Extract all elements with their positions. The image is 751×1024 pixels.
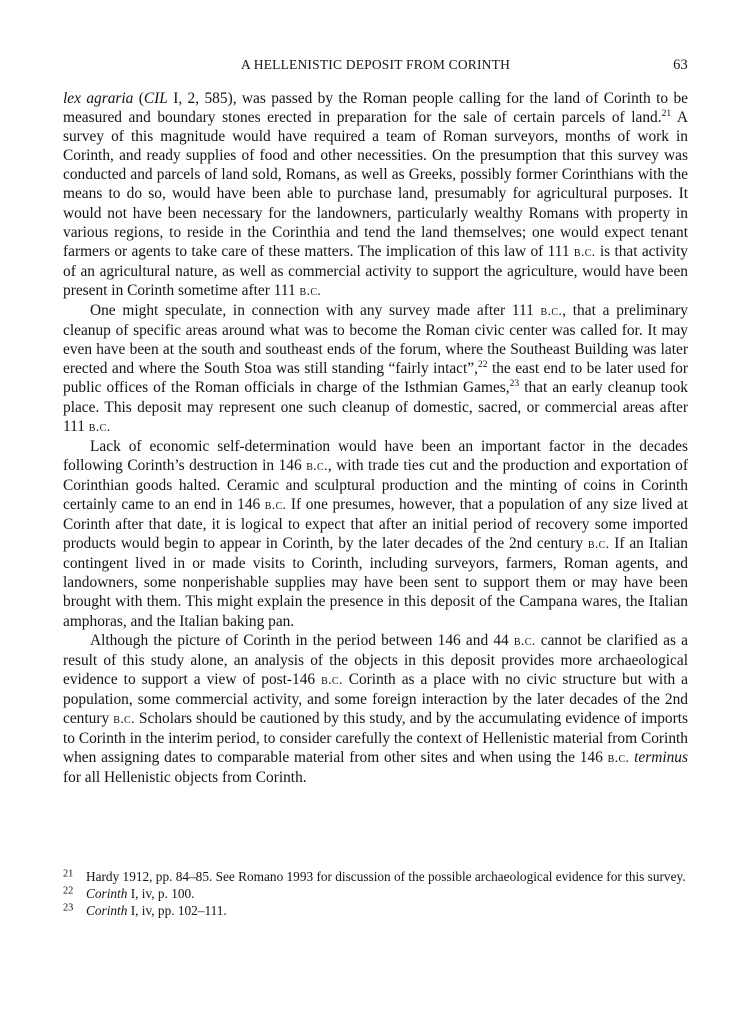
text-run: is that activity of an agricultural nature, as well as commercial activity to support the agriculture, would have been present in Corinth sometime after 111 bbox=[63, 242, 688, 299]
text-run: Although the picture of Corinth in the period between 146 and 44 bbox=[90, 631, 514, 649]
text-run: Corinth as a place with no civic structure but with a population, some commercial activity, and some foreign interaction by the later decades of the 2nd century bbox=[63, 670, 688, 727]
footnote-number-text: 21 bbox=[63, 868, 74, 880]
small-caps-text: b.c. bbox=[587, 536, 610, 553]
footnote-number bbox=[63, 885, 86, 902]
text-run: Hardy 1912, pp. 84–85. See Romano 1993 for discussion of the possible archaeological evidence for this survey. bbox=[86, 869, 686, 884]
text-run: If an Italian contingent lived in or made visits to Corinth, including surveyors, farmers, Roman agents, and landowners, some nonperishable supplies may have been sent to support them or may have been brought with them. This might explain the presence in this deposit of the Campana wares, the Italian amphoras, and the Italian baking pan. bbox=[63, 535, 689, 630]
text-run: I, iv, p. 100. bbox=[127, 886, 195, 901]
footnote-number-text: 22 bbox=[63, 885, 74, 897]
footnote-number-text: 23 bbox=[63, 902, 74, 914]
small-caps-text: b.c. bbox=[573, 243, 596, 260]
footnote bbox=[63, 885, 688, 902]
text-run: A survey of this magnitude would have required a team of Roman surveyors, months of work in Corinth, and ready supplies of food and other necessities. On the presumption that this survey was conducted and parcels of land sold, Romans, as well as Greeks, possibly former Corinthians with the means to do so, would have been able to purchase land, presumably for agricultural purposes. It would not have been necessary for the landowners, particularly wealthy Romans with property in various regions, to reside in the Corinthia and tend the land themselves; one would expect tenant farmers or agents to take care of these matters. The implication of this law of 111 bbox=[63, 109, 688, 260]
text-run: One might speculate, in connection with any survey made after 111 bbox=[90, 302, 541, 320]
running-title: A HELLENISTIC DEPOSIT FROM CORINTH bbox=[240, 57, 511, 72]
paragraph bbox=[63, 437, 688, 631]
footnote-ref: 22 bbox=[477, 359, 488, 371]
body-text bbox=[63, 89, 688, 787]
paragraph bbox=[63, 631, 688, 788]
italic-text: terminus bbox=[634, 749, 688, 767]
italic-text: CIL bbox=[143, 90, 168, 107]
italic-text: lex agraria bbox=[63, 90, 134, 107]
text-run: I, iv, pp. 102–111. bbox=[127, 903, 227, 918]
small-caps-text: b.c. bbox=[513, 632, 536, 649]
footnote-ref: 23 bbox=[509, 378, 520, 390]
text-run: that an early cleanup took place. This deposit may represent one such cleanup of domestic, sacred, or commercial areas after 111 bbox=[63, 379, 688, 435]
text-run: If one presumes, however, that a population of any size lived at Corinth after that date, it is logical to expect that after an initial period of recovery some imported products would begin to appear in Corinth, by the later decades of the 2nd century bbox=[63, 495, 688, 553]
text-run: the east end to be later used for public offices of the Roman officials in charge of the Isthmian Games, bbox=[63, 360, 688, 397]
running-header bbox=[63, 57, 688, 77]
text-run: for all Hellenistic objects from Corinth. bbox=[63, 769, 307, 787]
footnote-number bbox=[63, 902, 86, 919]
small-caps-text: b.c. bbox=[540, 303, 563, 320]
footnote bbox=[63, 868, 688, 885]
text-run: cannot be clarified as a result of this study alone, an analysis of the objects in this deposit provides more archaeological evidence to support a view of post-146 bbox=[63, 631, 688, 688]
footnote bbox=[63, 902, 688, 919]
text-run: , that a preliminary cleanup of specific areas around what was to become the Roman civic center was called for. It may even have been at the south and southeast ends of the forum, where the Southeast Building was later erected and where the South Stoa was still standing “fairly intact”, bbox=[63, 302, 688, 378]
paragraph bbox=[63, 301, 688, 437]
footnote-number bbox=[63, 868, 86, 885]
text-run: Lack of economic self-determination would have been an important factor in the decades following Corinth’s destruction in 146 bbox=[63, 437, 688, 474]
italic-text: Corinth bbox=[86, 886, 128, 901]
footnotes bbox=[63, 868, 688, 919]
small-caps-text: b.c. bbox=[306, 457, 328, 474]
small-caps-text: b.c. bbox=[88, 418, 111, 435]
small-caps-text: b.c. bbox=[607, 750, 630, 767]
small-caps-text: b.c. bbox=[264, 496, 287, 513]
italic-text: Corinth bbox=[86, 903, 128, 918]
small-caps-text: b.c. bbox=[113, 711, 135, 727]
small-caps-text: b.c. bbox=[321, 671, 343, 688]
text-run: Scholars should be cautioned by this study, and by the accumulating evidence of imports to Corinth in the interim period, to consider carefully the context of Hellenistic material from Corinth when assigning dates to comparable material from other sites and when using the 146 bbox=[63, 710, 689, 767]
footnote-ref: 21 bbox=[661, 108, 672, 120]
text-run: , with trade ties cut and the production and exportation of Corinthian goods halted. Ceramic and sculptural production and the minting of coins in Corinth certainly came to an end in 146 bbox=[63, 456, 688, 513]
text-run: ( bbox=[133, 90, 144, 107]
page-number: 63 bbox=[673, 57, 688, 73]
paragraph bbox=[63, 89, 688, 301]
text-run: I, 2, 585), was passed by the Roman people calling for the land of Corinth to be measured and boundary stones erected in preparation for the sale of certain parcels of land. bbox=[63, 90, 688, 127]
small-caps-text: b.c. bbox=[299, 282, 322, 299]
